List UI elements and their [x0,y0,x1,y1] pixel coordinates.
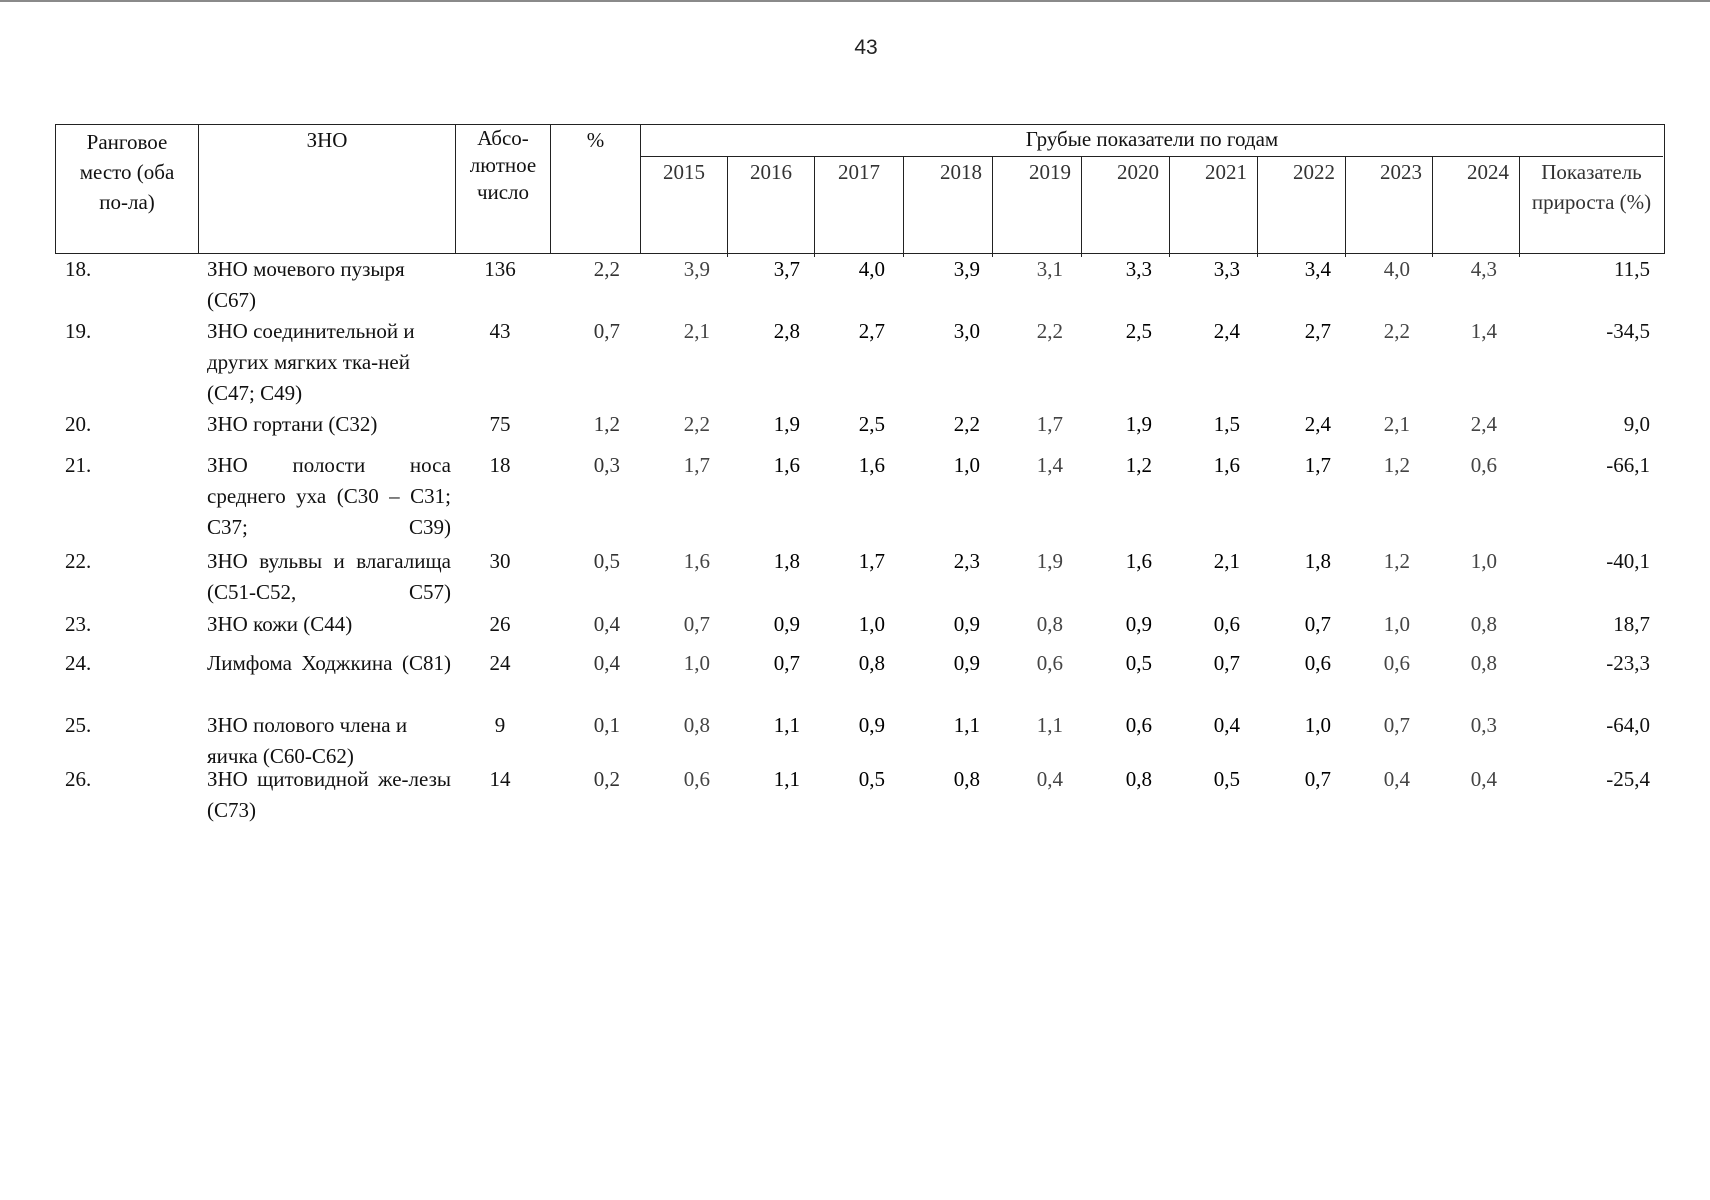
row-value-2024: 1,4 [1470,319,1497,343]
row-value-2019: 1,7 [1036,412,1063,436]
row-value-2016: 0,7 [773,651,800,675]
page-number: 43 [854,36,878,59]
row-abs-number: 136 [484,257,516,281]
row-value-2019: 0,4 [1036,767,1063,791]
row-value-2022: 1,7 [1304,453,1331,477]
header-pct: % [551,125,641,253]
table-header [55,124,1665,254]
row-rank: 24. [65,651,92,675]
row-percent: 0,4 [593,651,620,675]
row-growth: -34,5 [1606,319,1650,343]
row-value-2023: 1,0 [1383,612,1410,636]
row-percent: 0,4 [593,612,620,636]
row-value-2024: 0,3 [1470,713,1497,737]
row-value-2021: 1,6 [1213,453,1240,477]
row-value-2016: 1,1 [773,713,800,737]
row-value-2021: 0,7 [1213,651,1240,675]
row-value-2017: 2,7 [858,319,885,343]
row-value-2020: 1,2 [1125,453,1152,477]
row-abs-number: 18 [489,453,511,477]
row-value-2022: 1,8 [1304,549,1331,573]
row-value-2017: 1,0 [858,612,885,636]
row-value-2024: 2,4 [1470,412,1497,436]
row-name: Лимфома Ходжкина (С81) [207,651,451,675]
row-value-2015: 3,9 [683,257,710,281]
row-percent: 0,2 [593,767,620,791]
row-value-2024: 1,0 [1470,549,1497,573]
row-name: ЗНО вульвы и влагалища (С51-С52, С57) [207,549,451,604]
row-value-2018: 3,0 [953,319,980,343]
row-rank: 21. [65,453,92,477]
header-group-title: Грубые показатели по годам [1025,127,1279,151]
row-value-2017: 4,0 [858,257,885,281]
row-value-2022: 0,7 [1304,612,1331,636]
row-value-2019: 0,8 [1036,612,1063,636]
row-name: ЗНО полового члена и яичка (С60-С62) [207,713,408,768]
row-abs-number: 30 [489,549,511,573]
row-value-2023: 4,0 [1383,257,1410,281]
row-value-2023: 1,2 [1383,453,1410,477]
row-value-2018: 0,8 [953,767,980,791]
row-abs-number: 24 [489,651,511,675]
row-value-2019: 2,2 [1036,319,1063,343]
row-value-2023: 2,1 [1383,412,1410,436]
row-rank: 20. [65,412,92,436]
row-value-2021: 3,3 [1213,257,1240,281]
row-abs-number: 9 [494,713,506,737]
row-percent: 2,2 [593,257,620,281]
row-growth: 11,5 [1614,257,1650,281]
row-percent: 0,3 [593,453,620,477]
row-name: ЗНО полости носа среднего уха (С30 – С31; С37; С39) [207,453,451,539]
row-value-2017: 1,7 [858,549,885,573]
header-year-2024: 2024 [1433,157,1520,257]
row-value-2015: 1,0 [683,651,710,675]
row-value-2023: 0,6 [1383,651,1410,675]
row-rank: 19. [65,319,92,343]
row-value-2019: 0,6 [1036,651,1063,675]
header-year-2021: 2021 [1170,157,1258,257]
row-name: ЗНО гортани (С32) [207,412,378,436]
row-abs-number: 43 [489,319,511,343]
row-value-2018: 0,9 [953,651,980,675]
row-value-2019: 1,9 [1036,549,1063,573]
row-value-2022: 2,7 [1304,319,1331,343]
row-value-2021: 0,5 [1213,767,1240,791]
row-value-2016: 1,9 [773,412,800,436]
row-value-2020: 0,8 [1125,767,1152,791]
row-value-2016: 2,8 [773,319,800,343]
top-border [0,0,1710,2]
row-value-2018: 2,2 [953,412,980,436]
row-value-2017: 0,8 [858,651,885,675]
row-growth: 9,0 [1623,412,1650,436]
row-name: ЗНО щитовидной же-лезы (С73) [207,767,451,822]
row-value-2022: 0,6 [1304,651,1331,675]
row-value-2020: 2,5 [1125,319,1152,343]
row-abs-number: 75 [489,412,511,436]
row-name: ЗНО кожи (С44) [207,612,353,636]
row-value-2021: 2,4 [1213,319,1240,343]
row-value-2018: 2,3 [953,549,980,573]
row-rank: 26. [65,767,92,791]
row-value-2023: 2,2 [1383,319,1410,343]
header-rank: Ранговое место (оба по-ла) [56,125,199,253]
row-value-2015: 1,6 [683,549,710,573]
row-growth: -40,1 [1606,549,1650,573]
row-name: ЗНО мочевого пузыря (С67) [207,257,405,312]
row-value-2016: 1,6 [773,453,800,477]
row-growth: -64,0 [1606,713,1650,737]
row-value-2021: 0,4 [1213,713,1240,737]
row-value-2024: 0,6 [1470,453,1497,477]
row-value-2024: 0,4 [1470,767,1497,791]
row-value-2019: 1,4 [1036,453,1063,477]
row-abs-number: 14 [489,767,511,791]
row-value-2021: 2,1 [1213,549,1240,573]
row-value-2016: 0,9 [773,612,800,636]
row-rank: 18. [65,257,92,281]
row-value-2022: 3,4 [1304,257,1331,281]
header-year-2015: 2015 [641,157,728,257]
row-value-2016: 1,8 [773,549,800,573]
row-name: ЗНО соединительной и других мягких тка-ней (С47; С49) [207,319,415,405]
row-value-2018: 1,0 [953,453,980,477]
row-value-2018: 0,9 [953,612,980,636]
row-value-2022: 2,4 [1304,412,1331,436]
row-value-2020: 0,6 [1125,713,1152,737]
row-value-2018: 1,1 [953,713,980,737]
row-value-2023: 0,7 [1383,713,1410,737]
header-year-2023: 2023 [1346,157,1433,257]
row-value-2019: 1,1 [1036,713,1063,737]
row-abs-number: 26 [489,612,511,636]
header-year-2018: 2018 [904,157,993,257]
row-rank: 22. [65,549,92,573]
row-growth: -23,3 [1606,651,1650,675]
row-value-2020: 1,9 [1125,412,1152,436]
header-year-2020: 2020 [1082,157,1170,257]
row-value-2024: 0,8 [1470,651,1497,675]
header-abs: Абсо-лютное число [456,125,551,253]
row-value-2015: 0,8 [683,713,710,737]
row-percent: 1,2 [593,412,620,436]
row-value-2016: 1,1 [773,767,800,791]
row-value-2023: 1,2 [1383,549,1410,573]
row-percent: 0,7 [593,319,620,343]
header-year-2017: 2017 [815,157,904,257]
row-value-2024: 4,3 [1470,257,1497,281]
row-value-2016: 3,7 [773,257,800,281]
row-percent: 0,1 [593,713,620,737]
row-percent: 0,5 [593,549,620,573]
header-year-2019: 2019 [993,157,1082,257]
header-growth: Показатель прироста (%) [1531,160,1652,214]
header-group [641,125,1663,253]
row-value-2021: 0,6 [1213,612,1240,636]
row-value-2022: 0,7 [1304,767,1331,791]
row-value-2017: 2,5 [858,412,885,436]
row-growth: -25,4 [1606,767,1650,791]
row-rank: 23. [65,612,92,636]
row-rank: 25. [65,713,92,737]
row-value-2015: 0,7 [683,612,710,636]
row-growth: 18,7 [1613,612,1650,636]
row-value-2015: 2,1 [683,319,710,343]
row-value-2015: 0,6 [683,767,710,791]
row-value-2015: 2,2 [683,412,710,436]
header-year-2016: 2016 [728,157,815,257]
row-value-2020: 1,6 [1125,549,1152,573]
row-value-2022: 1,0 [1304,713,1331,737]
row-value-2017: 0,5 [858,767,885,791]
row-value-2018: 3,9 [953,257,980,281]
row-value-2020: 3,3 [1125,257,1152,281]
row-value-2021: 1,5 [1213,412,1240,436]
row-value-2019: 3,1 [1036,257,1063,281]
row-value-2017: 0,9 [858,713,885,737]
row-value-2024: 0,8 [1470,612,1497,636]
header-years-row [641,156,1663,257]
row-value-2020: 0,5 [1125,651,1152,675]
header-year-2022: 2022 [1258,157,1346,257]
header-name: ЗНО [199,125,456,253]
row-value-2015: 1,7 [683,453,710,477]
row-value-2023: 0,4 [1383,767,1410,791]
row-growth: -66,1 [1606,453,1650,477]
row-value-2017: 1,6 [858,453,885,477]
row-value-2020: 0,9 [1125,612,1152,636]
